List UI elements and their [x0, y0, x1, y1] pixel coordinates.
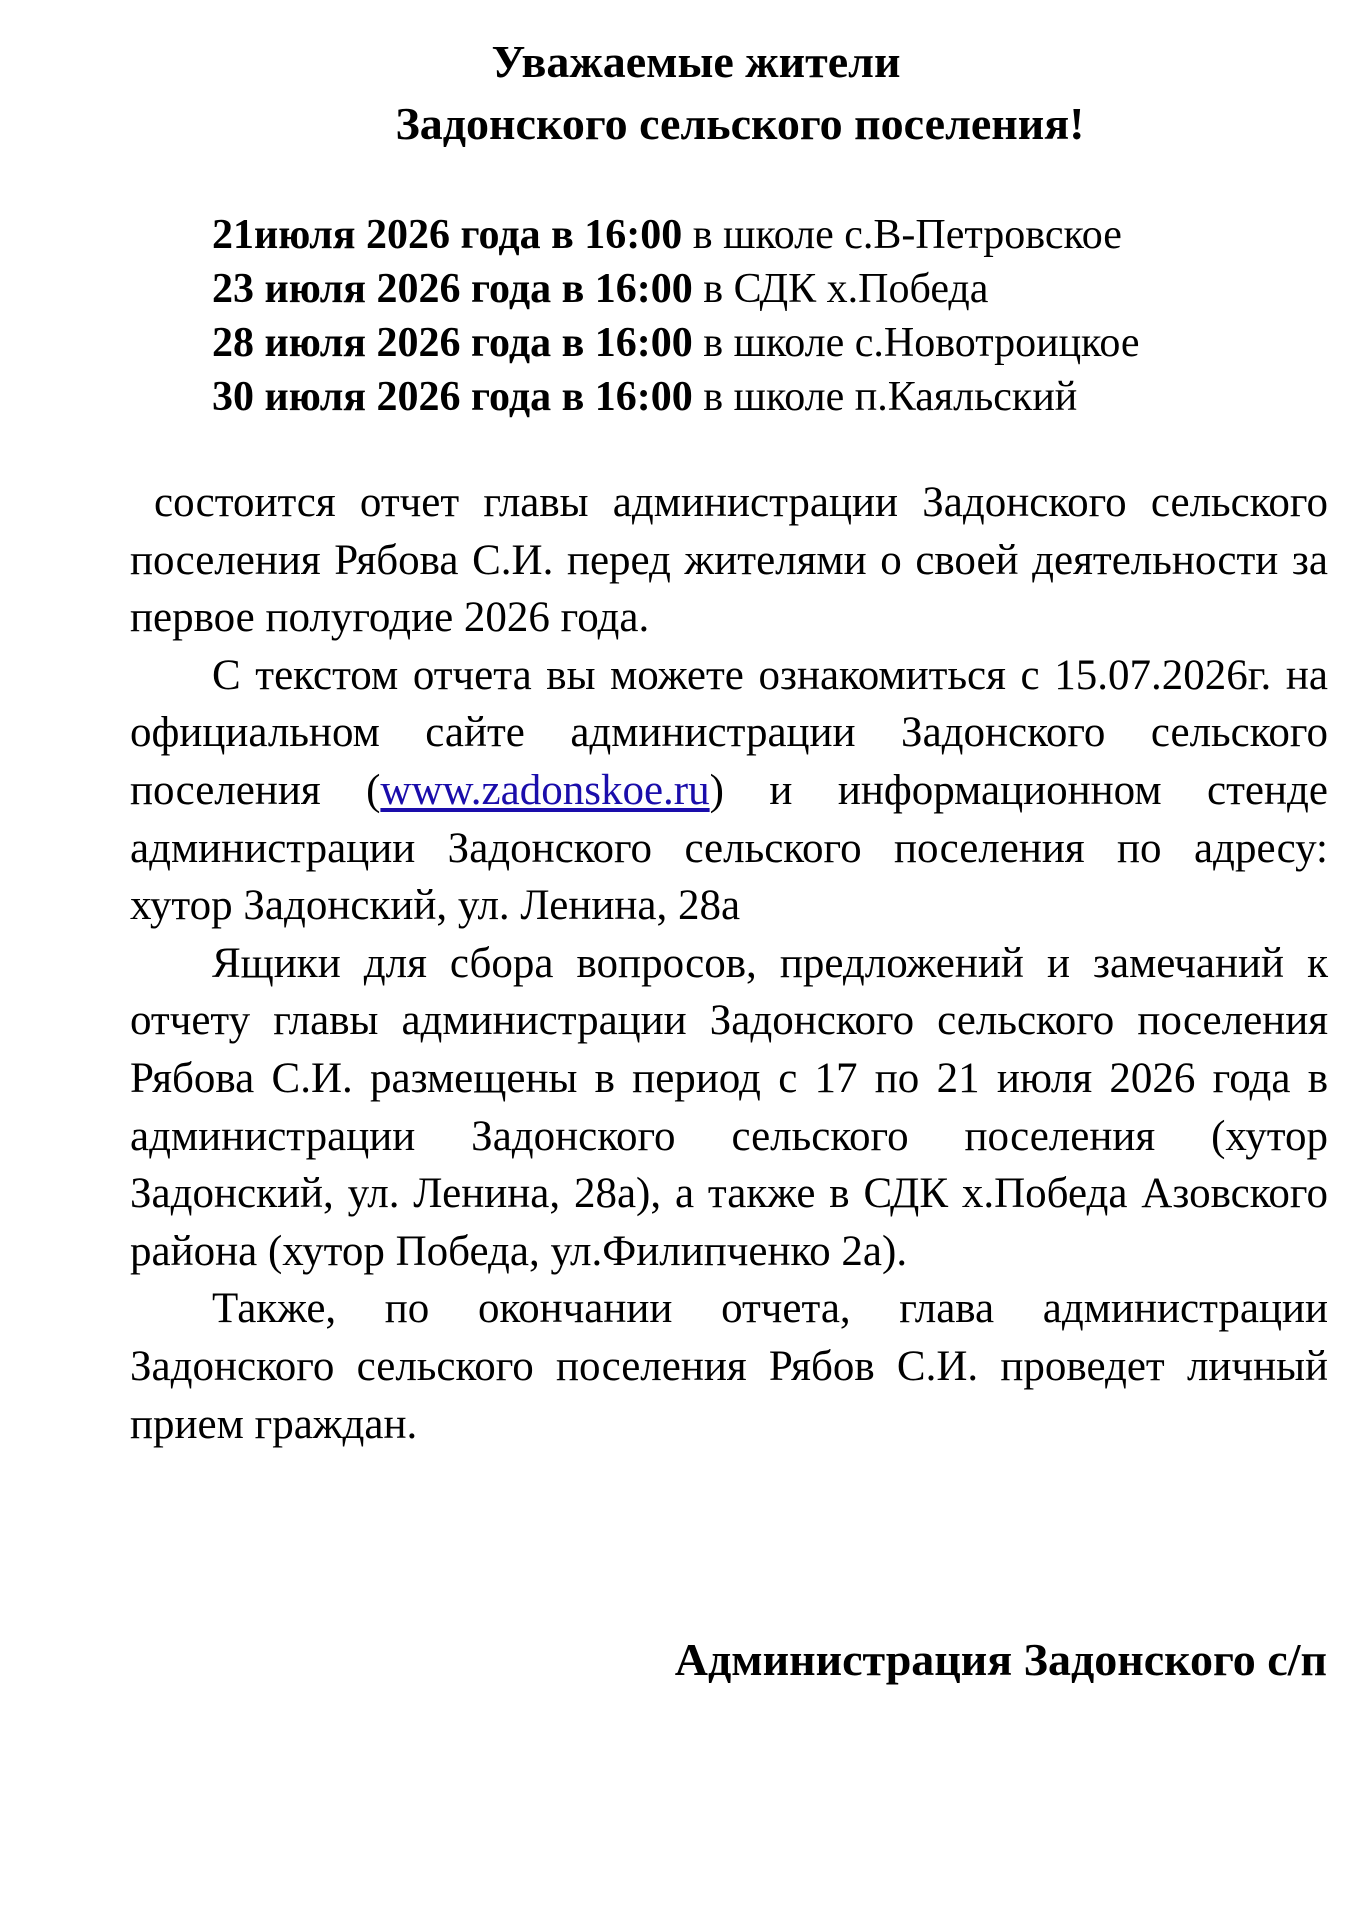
schedule-location: в СДК х.Победа — [692, 266, 989, 312]
notice-body — [130, 474, 1328, 1453]
notice-title-line-2: Задонского сельского поселения! — [395, 98, 1085, 149]
schedule-datetime: 21июля 2026 года в 16:00 — [212, 212, 683, 258]
signature: Администрация Задонского с/п — [674, 1634, 1327, 1685]
schedule-row — [212, 316, 1139, 370]
notice-title-line-1: Уважаемые жители — [491, 36, 901, 87]
question-boxes-paragraph: Ящики для сбора вопросов, предложений и замечаний к отчету главы администрации Задонского сельского поселения Рябова С.И. размещены в период с 17 по 21 июля 2026 года в администрации Задонского сельского поселения (хутор Задонский, ул. Ленина, 28а), а также в СДК х.Победа Азовского района (хутор Победа, ул.Филипченко 2а). — [130, 939, 1328, 1275]
paragraph-text: ) и информационном стенде администрации Задонского сельского поселения по адресу: хутор Задонский, ул. Ленина, 28а — [130, 766, 1328, 930]
schedule-datetime: 23 июля 2026 года в 16:00 — [212, 266, 693, 312]
schedule-location: в школе с.Новотроицкое — [692, 320, 1140, 366]
schedule-row — [212, 262, 1139, 316]
schedule-datetime: 28 июля 2026 года в 16:00 — [212, 320, 693, 366]
personal-reception-paragraph: Также, по окончании отчета, глава администрации Задонского сельского поселения Рябов С.И. проведет личный прием граждан. — [130, 1285, 1328, 1448]
schedule-row — [212, 370, 1139, 424]
schedule-location: в школе п.Каяльский — [692, 374, 1078, 420]
website-link[interactable]: www.zadonskoe.ru — [380, 766, 710, 814]
meeting-schedule — [212, 208, 1139, 424]
schedule-datetime: 30 июля 2026 года в 16:00 — [212, 374, 693, 420]
schedule-location: в школе с.В-Петровское — [682, 212, 1122, 258]
report-text-availability-paragraph — [130, 647, 1328, 935]
report-announcement-paragraph: состоится отчет главы администрации Задонского сельского поселения Рябова С.И. перед жителями о своей деятельности за первое полугодие 2026 года. — [130, 479, 1328, 642]
schedule-row — [212, 208, 1139, 262]
paragraph-text: С текстом отчета вы можете ознакомиться с 15.07.2026г. на официальном сайте администрации Задонского сельского поселения ( — [130, 651, 1328, 814]
